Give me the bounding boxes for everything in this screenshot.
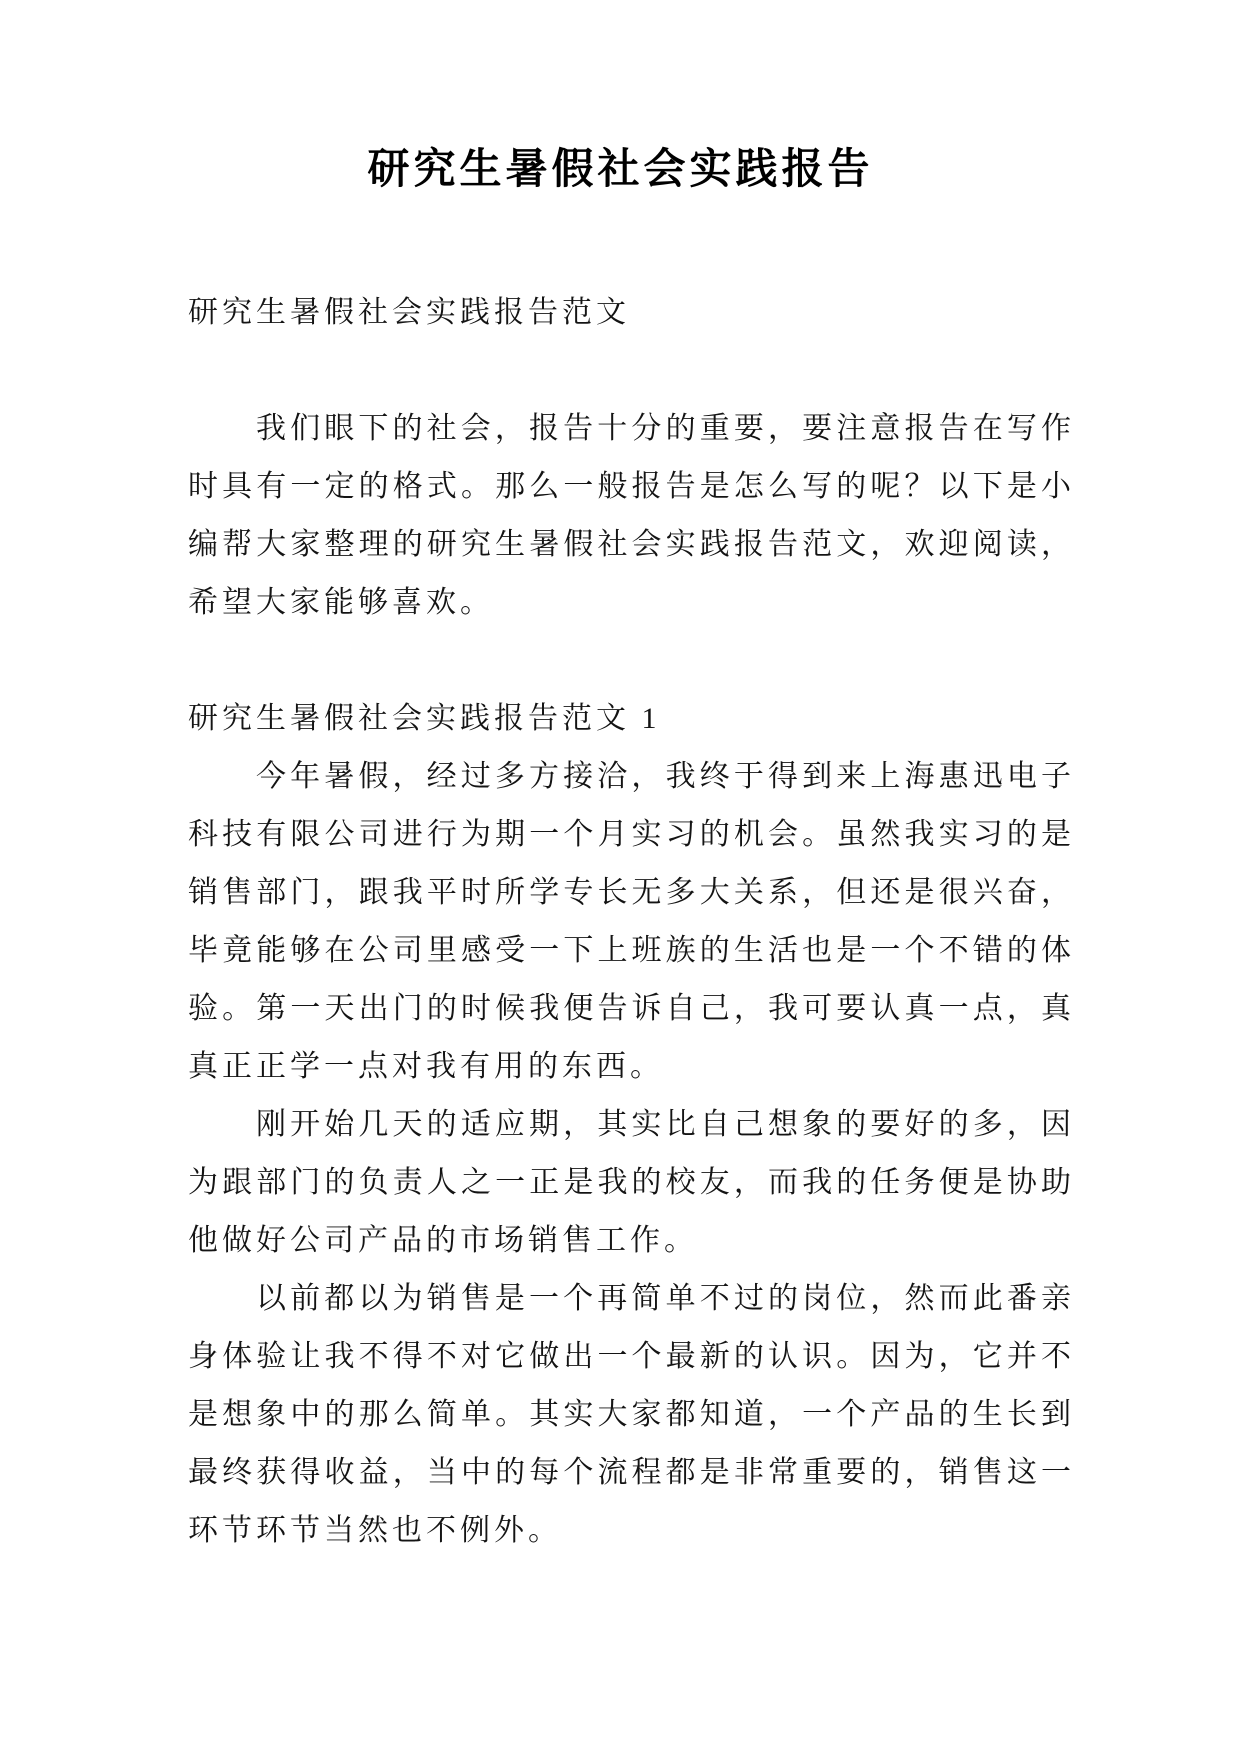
document-subtitle: 研究生暑假社会实践报告范文	[188, 296, 630, 329]
body-paragraph-3: 以前都以为销售是一个再简单不过的岗位，然而此番亲身体验让我不得不对它做出一个最新的认识。因为，它并不是想象中的那么简单。其实大家都知道，一个产品的生长到最终获得收益，当中的每个流程都是非常重要的，销售这一环节环节当然也不例外。	[188, 1282, 1075, 1547]
intro-paragraph: 我们眼下的社会，报告十分的重要，要注意报告在写作时具有一定的格式。那么一般报告是怎么写的呢？以下是小编帮大家整理的研究生暑假社会实践报告范文，欢迎阅读，希望大家能够喜欢。	[188, 412, 1075, 619]
document-body	[188, 284, 1075, 1560]
section-heading-sample-1: 研究生暑假社会实践报告范文 1	[188, 702, 661, 735]
document-title: 研究生暑假社会实践报告	[367, 147, 874, 193]
body-paragraph-1: 今年暑假，经过多方接洽，我终于得到来上海惠迅电子科技有限公司进行为期一个月实习的机会。虽然我实习的是销售部门，跟我平时所学专长无多大关系，但还是很兴奋，毕竟能够在公司里感受一下上班族的生活也是一个不错的体验。第一天出门的时候我便告诉自己，我可要认真一点，真真正正学一点对我有用的东西。	[188, 760, 1075, 1083]
body-paragraph-2: 刚开始几天的适应期，其实比自己想象的要好的多，因为跟部门的负责人之一正是我的校友，而我的任务便是协助他做好公司产品的市场销售工作。	[188, 1108, 1075, 1257]
